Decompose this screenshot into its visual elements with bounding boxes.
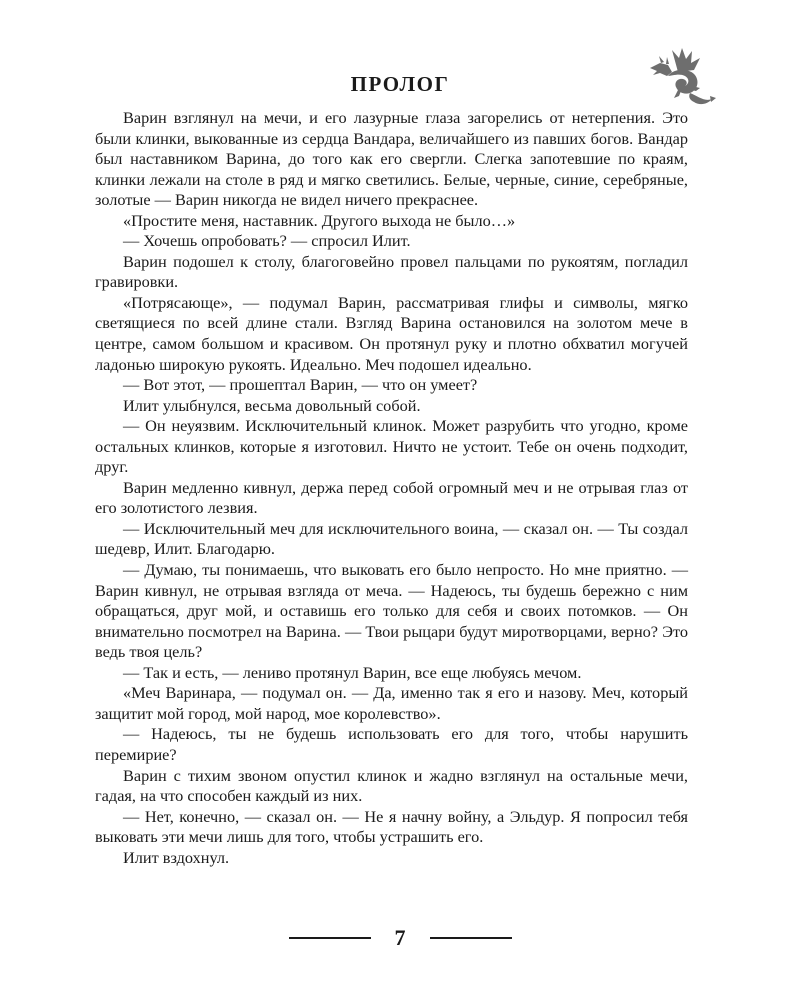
- paragraph: — Он неуязвим. Исключительный клинок. Может разрубить что угодно, кроме остальных клинков, которые я изготовил. Ничто не устоит. Тебе он очень подходит, друг.: [95, 416, 688, 477]
- paragraph: Илит улыбнулся, весьма довольный собой.: [123, 395, 421, 415]
- body-text: [95, 108, 688, 868]
- paragraph: Илит вздохнул.: [123, 847, 230, 867]
- paragraph: «Потрясающе», — подумал Варин, рассматривая глифы и символы, мягко светящиеся по всей длине стали. Взгляд Варина остановился на золотом мече в центре, самом большом и красивом. Он протянул руку и плотно обхватил могучей ладонью широкую рукоять. Идеально. Меч подошел идеально.: [95, 292, 688, 374]
- page-number: 7: [394, 925, 406, 950]
- paragraph: Варин взглянул на мечи, и его лазурные глаза загорелись от нетерпения. Это были клинки, выкованные из сердца Вандара, величайшего из павших богов. Вандар был наставником Варина, до того как его свергли. Слегка запотевшие по краям, клинки лежали на столе в ряд и мягко светились. Белые, черные, синие, серебряные, золотые — Варин никогда не видел ничего прекраснее.: [95, 108, 688, 210]
- chapter-title: ПРОЛОГ: [350, 72, 450, 96]
- footer-rule-left: [289, 937, 371, 939]
- paragraph: — Так и есть, — лениво протянул Варин, все еще любуясь мечом.: [123, 662, 582, 682]
- paragraph: — Думаю, ты понимаешь, что выковать его было непросто. Но мне приятно. — Варин кивнул, не отрывая взгляда от меча. — Надеюсь, ты будешь бережно с ним обращаться, друг мой, и оставишь его только для себя и своих потомков. — Он внимательно посмотрел на Варина. — Твои рыцари будут миротворцами, верно? Это ведь твоя цель?: [95, 560, 688, 662]
- paragraph: — Вот этот, — прошептал Варин, — что он умеет?: [123, 375, 478, 395]
- paragraph: — Надеюсь, ты не будешь использовать его для того, чтобы нарушить перемирие?: [95, 724, 688, 764]
- paragraph: — Нет, конечно, — сказал он. — Не я начну войну, а Эльдур. Я попросил тебя выковать эти мечи лишь для того, чтобы устрашить его.: [95, 806, 688, 847]
- paragraph: Варин медленно кивнул, держа перед собой огромный меч и не отрывая глаз от его золотистого лезвия.: [95, 477, 688, 518]
- paragraph: — Исключительный меч для исключительного воина, — сказал он. — Ты создал шедевр, Илит. Благодарю.: [95, 518, 688, 559]
- paragraph: — Хочешь опробовать? — спросил Илит.: [123, 231, 411, 251]
- paragraph: Варин подошел к столу, благоговейно провел пальцами по рукоятям, погладил гравировки.: [95, 251, 688, 292]
- page-footer: [0, 925, 800, 951]
- paragraph: «Простите меня, наставник. Другого выхода не было…»: [123, 210, 516, 230]
- paragraph: «Меч Варинара, — подумал он. — Да, именно так я его и назову. Меч, который защитит мой город, мой народ, мое королевство».: [95, 683, 688, 723]
- paragraph: Варин с тихим звоном опустил клинок и жадно взглянул на остальные мечи, гадая, на что способен каждый из них.: [95, 765, 688, 806]
- footer-rule-right: [430, 937, 512, 939]
